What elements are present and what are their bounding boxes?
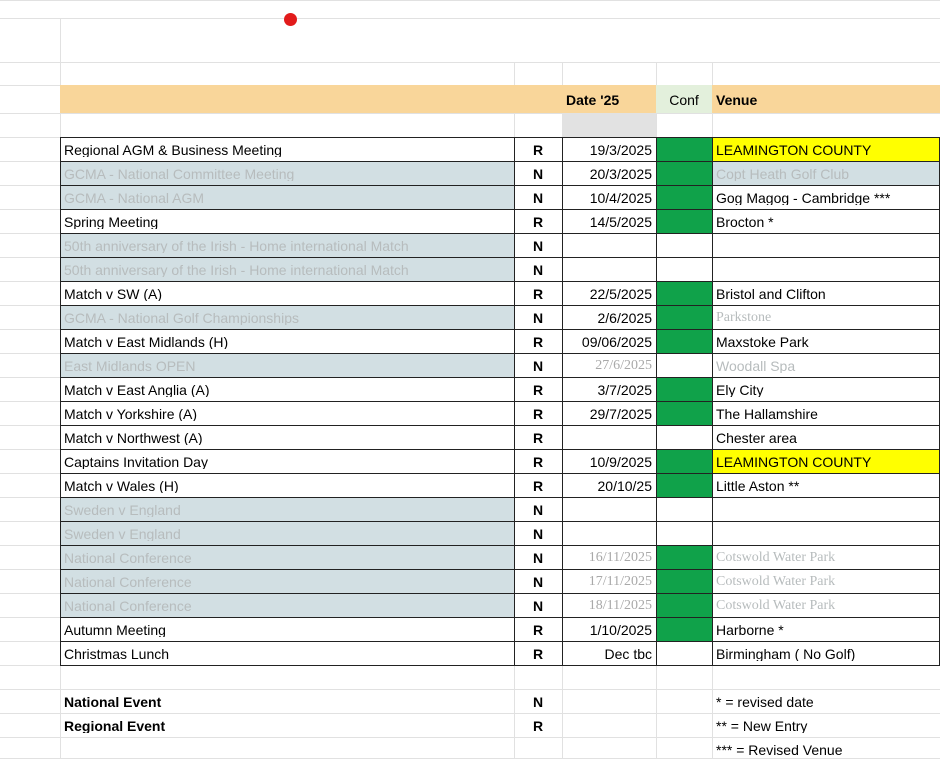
venue-cell[interactable]: Woodall Spa — [716, 359, 796, 373]
event-type-cell[interactable]: N — [532, 263, 544, 277]
event-type-cell[interactable]: R — [532, 623, 544, 637]
event-name-cell[interactable]: GCMA - National AGM — [64, 191, 205, 205]
venue-cell[interactable]: Cotswold Water Park — [716, 575, 836, 589]
event-type-cell[interactable]: R — [532, 407, 544, 421]
event-name-cell[interactable]: GCMA - National Golf Championships — [64, 311, 299, 325]
event-date-cell[interactable]: 27/6/2025 — [595, 359, 652, 373]
event-type-cell[interactable]: R — [532, 335, 544, 349]
event-date-cell[interactable]: Dec tbc — [604, 647, 652, 661]
event-name-cell[interactable]: 50th anniversary of the Irish - Home international Match — [64, 263, 409, 277]
legend-note: ** = New Entry — [716, 719, 808, 733]
event-name-cell[interactable]: National Conference — [64, 551, 192, 565]
event-type-cell[interactable]: N — [532, 239, 544, 253]
event-date-cell[interactable]: 20/10/25 — [597, 479, 652, 493]
legend-national-code: N — [532, 695, 544, 709]
event-type-cell[interactable]: N — [532, 359, 544, 373]
event-name-cell[interactable]: National Conference — [64, 599, 192, 613]
event-type-cell[interactable]: R — [532, 431, 544, 445]
event-type-cell[interactable]: R — [532, 287, 544, 301]
venue-cell[interactable]: Bristol and Clifton — [716, 287, 826, 301]
event-type-cell[interactable]: N — [532, 191, 544, 205]
event-type-cell[interactable]: R — [532, 383, 544, 397]
event-name-cell[interactable]: Autumn Meeting — [64, 623, 166, 637]
event-name-cell[interactable]: Sweden v England — [64, 503, 181, 517]
venue-cell[interactable]: Parkstone — [716, 311, 772, 325]
recording-indicator-icon — [284, 13, 297, 26]
venue-cell[interactable]: Ely City — [716, 383, 764, 397]
event-type-cell[interactable]: N — [532, 551, 544, 565]
event-date-cell[interactable]: 19/3/2025 — [589, 143, 652, 157]
event-date-cell[interactable]: 14/5/2025 — [589, 215, 652, 229]
legend-note: * = revised date — [716, 695, 814, 709]
event-name-cell[interactable]: Match v East Anglia (A) — [64, 383, 210, 397]
event-name-cell[interactable]: Match v Northwest (A) — [64, 431, 203, 445]
event-date-cell[interactable]: 10/9/2025 — [589, 455, 652, 469]
event-date-cell[interactable]: 29/7/2025 — [589, 407, 652, 421]
venue-cell[interactable]: Copt Heath Golf Club — [716, 167, 850, 181]
event-type-cell[interactable]: R — [532, 479, 544, 493]
event-name-cell[interactable]: Regional AGM & Business Meeting — [64, 143, 282, 157]
header-venue[interactable]: Venue — [716, 93, 758, 107]
event-name-cell[interactable]: Match v Yorkshire (A) — [64, 407, 198, 421]
event-name-cell[interactable]: Match v Wales (H) — [64, 479, 179, 493]
event-name-cell[interactable]: East Midlands OPEN — [64, 359, 196, 373]
venue-cell[interactable]: LEAMINGTON COUNTY — [716, 143, 872, 157]
event-name-cell[interactable]: Match v SW (A) — [64, 287, 163, 301]
event-type-cell[interactable]: R — [532, 455, 544, 469]
venue-cell[interactable]: Cotswold Water Park — [716, 599, 836, 613]
header-conf[interactable]: Conf — [669, 93, 699, 107]
event-type-cell[interactable]: N — [532, 527, 544, 541]
legend-regional-code: R — [532, 719, 544, 733]
event-type-cell[interactable]: R — [532, 647, 544, 661]
event-name-cell[interactable]: Match v East Midlands (H) — [64, 335, 229, 349]
event-type-cell[interactable]: R — [532, 143, 544, 157]
event-date-cell[interactable]: 18/11/2025 — [588, 599, 652, 613]
venue-cell[interactable]: Chester area — [716, 431, 797, 445]
header-date[interactable]: Date '25 — [566, 93, 620, 107]
event-date-cell[interactable]: 3/7/2025 — [597, 383, 652, 397]
event-type-cell[interactable]: N — [532, 575, 544, 589]
venue-cell[interactable]: Cotswold Water Park — [716, 551, 836, 565]
venue-cell[interactable]: Gog Magog - Cambridge *** — [716, 191, 891, 205]
event-date-cell[interactable]: 09/06/2025 — [581, 335, 652, 349]
event-name-cell[interactable]: Christmas Lunch — [64, 647, 170, 661]
venue-cell[interactable]: The Hallamshire — [716, 407, 818, 421]
event-date-cell[interactable]: 17/11/2025 — [588, 575, 652, 589]
legend-regional-label: Regional Event — [64, 719, 166, 733]
legend-national-label: National Event — [64, 695, 162, 709]
legend-note: *** = Revised Venue — [716, 743, 843, 757]
event-type-cell[interactable]: R — [532, 215, 544, 229]
venue-cell[interactable]: Harborne * — [716, 623, 784, 637]
event-type-cell[interactable]: N — [532, 311, 544, 325]
event-date-cell[interactable]: 22/5/2025 — [589, 287, 652, 301]
event-name-cell[interactable]: Sweden v England — [64, 527, 181, 541]
event-type-cell[interactable]: N — [532, 599, 544, 613]
venue-cell[interactable]: Little Aston ** — [716, 479, 800, 493]
event-date-cell[interactable]: 1/10/2025 — [589, 623, 652, 637]
event-date-cell[interactable]: 10/4/2025 — [589, 191, 652, 205]
event-date-cell[interactable]: 2/6/2025 — [597, 311, 652, 325]
event-name-cell[interactable]: 50th anniversary of the Irish - Home international Match — [64, 239, 409, 253]
event-name-cell[interactable]: National Conference — [64, 575, 192, 589]
event-name-cell[interactable]: GCMA - National Committee Meeting — [64, 167, 295, 181]
venue-cell[interactable]: LEAMINGTON COUNTY — [716, 455, 872, 469]
event-type-cell[interactable]: N — [532, 167, 544, 181]
event-type-cell[interactable]: N — [532, 503, 544, 517]
event-name-cell[interactable]: Spring Meeting — [64, 215, 159, 229]
venue-cell[interactable]: Birmingham ( No Golf) — [716, 647, 856, 661]
venue-cell[interactable]: Maxstoke Park — [716, 335, 809, 349]
venue-cell[interactable]: Brocton * — [716, 215, 774, 229]
event-date-cell[interactable]: 16/11/2025 — [588, 551, 652, 565]
event-name-cell[interactable]: Captains Invitation Day — [64, 455, 208, 469]
event-date-cell[interactable]: 20/3/2025 — [589, 167, 652, 181]
